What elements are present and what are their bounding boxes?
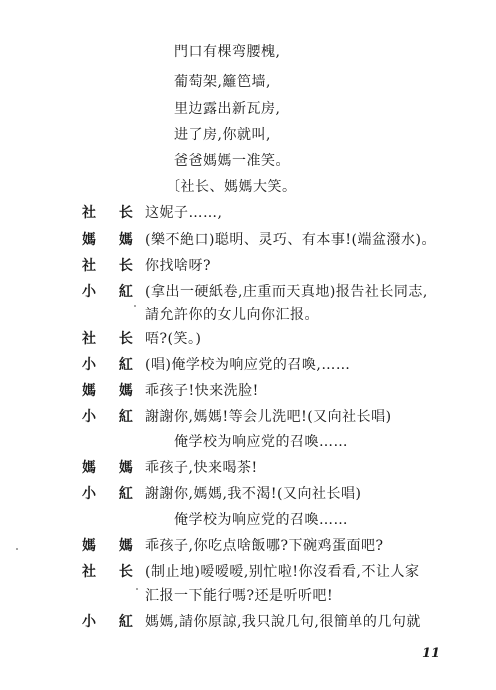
verse-line: 进了房,你就叫, <box>174 127 271 143</box>
dialogue-text: 乖孩子,快来喝茶! <box>145 460 258 476</box>
speaker-label: 小 紅 <box>82 357 142 373</box>
speaker-label: 媽 媽 <box>82 232 142 248</box>
verse-line: 門口有棵弯腰槐, <box>174 44 281 60</box>
verse-line: 爸爸媽媽一准笑。 <box>174 153 290 169</box>
dialogue-text: 謝謝你,媽媽!等会儿洗吧!(又向社长唱) <box>145 409 392 425</box>
speaker-label: 小 紅 <box>82 284 142 300</box>
dialogue-continuation: 請允許你的女儿向你汇报。 <box>145 307 319 323</box>
dialogue-text: 你找啥呀? <box>145 258 212 274</box>
dialogue-text: (唱)俺学校为响应党的召喚,…… <box>145 357 351 373</box>
dialogue-text: 这妮子……, <box>145 205 223 221</box>
speaker-label: 社 长 <box>82 205 142 221</box>
dialogue-text: 謝謝你,媽媽,我不渴!(又向社长唱) <box>145 486 362 502</box>
speaker-label: 小 紅 <box>82 614 142 630</box>
stage-direction: 〔社长、媽媽大笑。 <box>166 179 297 195</box>
verse-line: 葡萄架,籬笆墙, <box>174 74 271 90</box>
page-number: 11 <box>422 646 441 661</box>
speaker-label: 小 紅 <box>82 409 142 425</box>
dialogue-text: 乖孩子,你吃点啥飯哪?下碗鸡蛋面吧? <box>145 538 384 554</box>
speaker-label: 社 长 <box>82 331 142 347</box>
speaker-label: 小 紅 <box>82 486 142 502</box>
dialogue-continuation: 俺学校为响应党的召喚…… <box>174 434 348 450</box>
speaker-label: 媽 媽 <box>82 460 142 476</box>
print-speck <box>136 588 138 590</box>
dialogue-text: 乖孩子!快来洗脸! <box>145 383 259 399</box>
speaker-label: 社 长 <box>82 258 142 274</box>
speaker-label: 社 长 <box>82 564 142 580</box>
print-speck <box>134 305 136 307</box>
verse-line: 里边露出新瓦房, <box>174 101 281 117</box>
dialogue-text: 唔?(笑。) <box>145 331 202 347</box>
dialogue-text: (拿出一硬紙卷,庄重而天真地)报告社长同志, <box>145 284 428 300</box>
speaker-label: 媽 媽 <box>82 383 142 399</box>
dialogue-text: (樂不絶口)聪明、灵巧、有本事!(端盆潑水)。 <box>145 232 436 248</box>
dialogue-text: (制止地)嗳嗳嗳,别忙啦!你沒看看,不让人家 <box>145 564 420 580</box>
speaker-label: 媽 媽 <box>82 538 142 554</box>
dialogue-continuation: 汇报一下能行嗎?还是听听吧! <box>145 588 334 604</box>
dialogue-text: 媽媽,請你原諒,我只說几句,很簡单的几句就 <box>145 614 421 630</box>
print-speck <box>16 548 18 550</box>
dialogue-continuation: 俺学校为响应党的召喚…… <box>174 512 348 528</box>
